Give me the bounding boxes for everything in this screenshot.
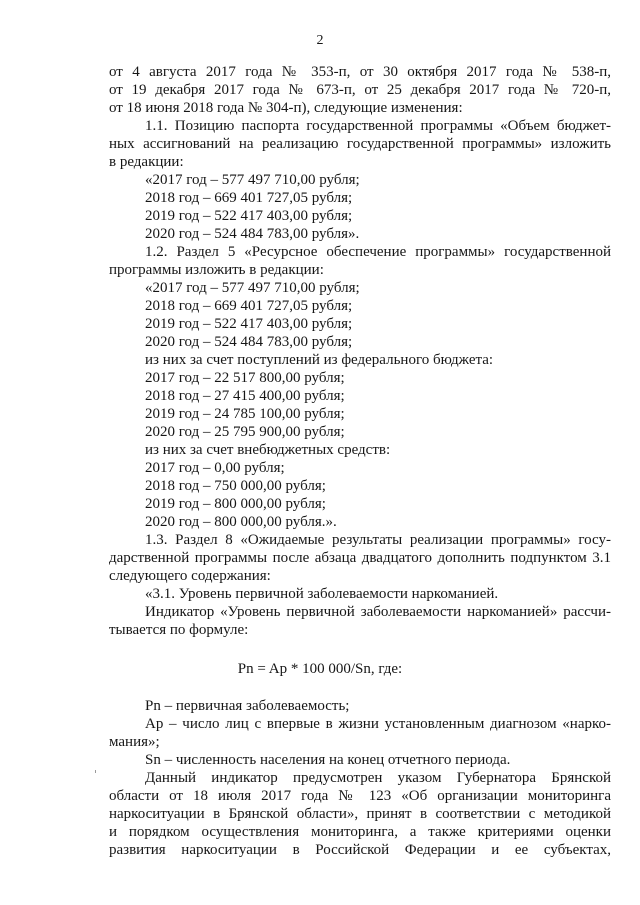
budget-line: 2019 год – 24 785 100,00 рубля; [145, 406, 345, 422]
text-line: следующего содержания: [109, 568, 271, 584]
text-line: Индикатор «Уровень первичной заболеваемости наркоманией» рассчи- [145, 604, 611, 620]
budget-line: 2018 год – 669 401 727,05 рубля; [145, 298, 353, 314]
text-line: и порядком осуществления мониторинга, а также критериями оценки [109, 824, 611, 840]
text-line: дарственной программы после абзаца двадцатого дополнить подпунктом 3.1 [109, 550, 611, 566]
subheading-line: из них за счет внебюджетных средств: [145, 442, 391, 458]
budget-line: 2020 год – 524 484 783,00 рубля; [145, 334, 353, 350]
text-line: Данный индикатор предусмотрен указом Губернатора Брянской [145, 770, 611, 786]
text-line: ных ассигнований на реализацию государственной программы» изложить [109, 136, 611, 152]
text-line: от 18 июня 2018 года № 304-п), следующие изменения: [109, 100, 463, 116]
budget-line: 2020 год – 800 000,00 рубля.». [145, 514, 337, 530]
budget-line: 2020 год – 25 795 900,00 рубля; [145, 424, 345, 440]
budget-line: 2017 год – 22 517 800,00 рубля; [145, 370, 345, 386]
section-heading: 1.3. Раздел 8 «Ожидаемые результаты реализации программы» госу- [145, 532, 611, 548]
section-heading: 1.2. Раздел 5 «Ресурсное обеспечение программы» государственной [145, 244, 611, 260]
budget-line: «2017 год – 577 497 710,00 рубля; [145, 172, 360, 188]
budget-line: 2018 год – 669 401 727,05 рубля; [145, 190, 353, 206]
definition-line: Pn – первичная заболеваемость; [145, 698, 350, 714]
formula: Pn = Ap * 100 000/Sn, где: [237, 661, 403, 677]
scan-mark [95, 770, 96, 773]
budget-line: «2017 год – 577 497 710,00 рубля; [145, 280, 360, 296]
text-line: программы изложить в редакции: [109, 262, 324, 278]
subsection-title: «3.1. Уровень первичной заболеваемости наркоманией. [145, 586, 499, 602]
text-line: развития наркоситуации в Российской Федерации и ее субъектах, [109, 842, 611, 858]
budget-line: 2017 год – 0,00 рубля; [145, 460, 285, 476]
definition-line: Sn – численность населения на конец отчетного периода. [145, 752, 511, 768]
text-line: в редакции: [109, 154, 184, 170]
section-heading: 1.1. Позицию паспорта государственной программы «Объем бюджет- [145, 118, 611, 134]
text-line: наркоситуации в Брянской области», принят в соответствии с методикой [109, 806, 611, 822]
page-number: 2 [316, 33, 324, 48]
text-line: тывается по формуле: [109, 622, 249, 638]
text-line: от 19 декабря 2017 года № 673-п, от 25 декабря 2017 года № 720-п, [109, 82, 611, 98]
budget-line: 2019 год – 800 000,00 рубля; [145, 496, 326, 512]
definition-line: Ap – число лиц с впервые в жизни установленным диагнозом «нарко- [145, 716, 611, 732]
subheading-line: из них за счет поступлений из федерального бюджета: [145, 352, 494, 368]
budget-line: 2019 год – 522 417 403,00 рубля; [145, 316, 353, 332]
budget-line: 2018 год – 27 415 400,00 рубля; [145, 388, 345, 404]
budget-line: 2019 год – 522 417 403,00 рубля; [145, 208, 353, 224]
budget-line: 2018 год – 750 000,00 рубля; [145, 478, 326, 494]
text-line: мания»; [109, 734, 160, 750]
text-line: области от 18 июля 2017 года № 123 «Об организации мониторинга [109, 788, 611, 804]
budget-line: 2020 год – 524 484 783,00 рубля». [145, 226, 360, 242]
text-line: от 4 августа 2017 года № 353-п, от 30 октября 2017 года № 538-п, [109, 64, 611, 80]
